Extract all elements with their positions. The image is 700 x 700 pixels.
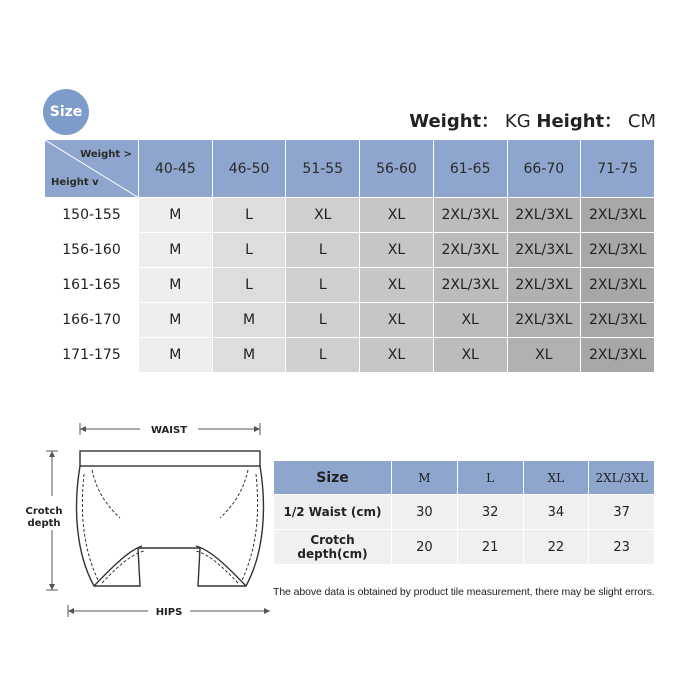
size-cell: XL xyxy=(360,338,434,373)
weight-header: 46-50 xyxy=(212,140,286,198)
weight-unit: KG xyxy=(504,111,531,132)
size-cell: 2XL/3XL xyxy=(507,303,581,338)
corner-cell xyxy=(45,140,139,198)
size-cell: XL xyxy=(433,303,507,338)
table-row xyxy=(45,268,655,303)
size-cell: 2XL/3XL xyxy=(507,233,581,268)
corner-height-label: Height v xyxy=(51,177,99,188)
measure-header-size: Size xyxy=(274,461,392,495)
measurement-note: The above data is obtained by product tile measurement, there may be slight errors. xyxy=(273,586,655,598)
weight-header-row xyxy=(45,140,655,198)
size-cell: M xyxy=(139,233,213,268)
weight-header: 40-45 xyxy=(139,140,213,198)
size-cell: XL xyxy=(360,233,434,268)
height-cell: 171-175 xyxy=(45,338,139,373)
size-cell: 2XL/3XL xyxy=(433,233,507,268)
size-cell: L xyxy=(286,338,360,373)
measure-value: 23 xyxy=(589,530,655,565)
size-cell: 2XL/3XL xyxy=(433,268,507,303)
size-cell: 2XL/3XL xyxy=(433,198,507,233)
size-cell: M xyxy=(139,268,213,303)
size-cell: 2XL/3XL xyxy=(581,233,655,268)
measure-header-row xyxy=(274,461,655,495)
measure-label: 1/2 Waist (cm) xyxy=(274,495,392,530)
table-row xyxy=(274,530,655,565)
hips-label: HIPS xyxy=(155,607,183,618)
weight-header: 61-65 xyxy=(433,140,507,198)
weight-header: 51-55 xyxy=(286,140,360,198)
measure-value: 30 xyxy=(392,495,458,530)
size-cell: 2XL/3XL xyxy=(507,268,581,303)
size-cell: XL xyxy=(360,268,434,303)
height-cell: 150-155 xyxy=(45,198,139,233)
measure-size-header: XL xyxy=(523,461,589,495)
crotch-label-1: Crotch xyxy=(25,506,63,517)
waist-label: WAIST xyxy=(150,425,188,436)
height-cell: 156-160 xyxy=(45,233,139,268)
weight-label: Weight： xyxy=(409,111,500,132)
table-row xyxy=(274,495,655,530)
size-cell: XL xyxy=(433,338,507,373)
size-cell: M xyxy=(212,338,286,373)
height-cell: 166-170 xyxy=(45,303,139,338)
size-cell: XL xyxy=(507,338,581,373)
size-cell: 2XL/3XL xyxy=(581,338,655,373)
height-label: Height： xyxy=(536,111,623,132)
size-cell: L xyxy=(212,198,286,233)
table-row xyxy=(45,198,655,233)
measure-value: 21 xyxy=(457,530,523,565)
units-legend xyxy=(409,107,656,133)
measurement-table xyxy=(273,460,655,565)
table-row xyxy=(45,303,655,338)
weight-header: 66-70 xyxy=(507,140,581,198)
size-cell: XL xyxy=(360,198,434,233)
measure-label: Crotch depth(cm) xyxy=(274,530,392,565)
size-cell: 2XL/3XL xyxy=(507,198,581,233)
measure-value: 32 xyxy=(457,495,523,530)
size-cell: M xyxy=(139,303,213,338)
measure-size-header: 2XL/3XL xyxy=(589,461,655,495)
crotch-label-2: depth xyxy=(27,518,61,529)
size-badge: Size xyxy=(43,89,89,135)
table-row xyxy=(45,338,655,373)
measure-value: 20 xyxy=(392,530,458,565)
measure-value: 37 xyxy=(589,495,655,530)
size-cell: L xyxy=(286,303,360,338)
size-cell: L xyxy=(212,268,286,303)
height-unit: CM xyxy=(627,111,656,132)
size-cell: XL xyxy=(286,198,360,233)
size-cell: L xyxy=(286,233,360,268)
size-chart-table xyxy=(44,139,655,373)
height-cell: 161-165 xyxy=(45,268,139,303)
measure-value: 22 xyxy=(523,530,589,565)
measure-value: 34 xyxy=(523,495,589,530)
measure-size-header: M xyxy=(392,461,458,495)
corner-weight-label: Weight > xyxy=(80,149,132,160)
size-cell: M xyxy=(212,303,286,338)
weight-header: 71-75 xyxy=(581,140,655,198)
size-cell: 2XL/3XL xyxy=(581,198,655,233)
size-cell: 2XL/3XL xyxy=(581,303,655,338)
table-row xyxy=(45,233,655,268)
briefs-outline xyxy=(77,451,264,586)
size-cell: M xyxy=(139,338,213,373)
measure-size-header: L xyxy=(457,461,523,495)
size-cell: L xyxy=(212,233,286,268)
size-cell: 2XL/3XL xyxy=(581,268,655,303)
size-cell: M xyxy=(139,198,213,233)
weight-header: 56-60 xyxy=(360,140,434,198)
size-cell: XL xyxy=(360,303,434,338)
size-cell: L xyxy=(286,268,360,303)
briefs-diagram xyxy=(20,418,270,628)
